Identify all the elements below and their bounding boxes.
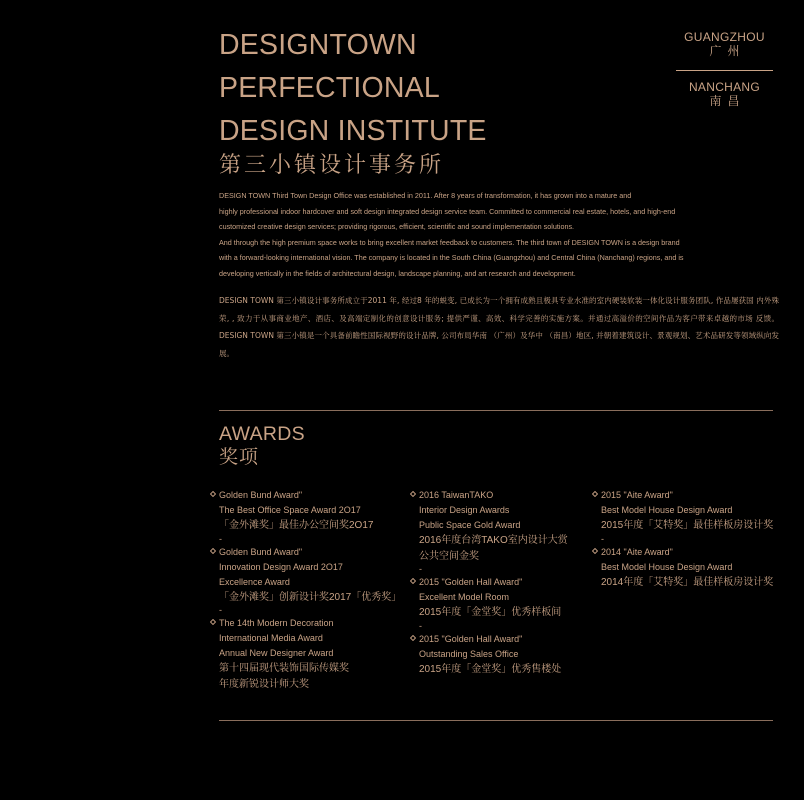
award-line: Best Model House Design Award [601,561,733,572]
award-title [410,488,568,503]
award-title [210,616,401,631]
award-item [601,545,773,591]
award-line: Interior Design Awards [419,505,510,515]
diamond-bullet-icon [210,619,216,625]
diamond-bullet-icon [410,635,416,641]
about-english-line: highly professional indoor hardcover and soft design integrated design service team. Committed to commercial real estate, hotels, and high-end [219,206,676,216]
awards-column-2 [419,488,568,677]
award-line: Outstanding Sales Office [419,648,519,659]
award-dash: - [601,533,604,544]
award-chinese: 第十四届现代装饰国际传媒奖 [219,663,349,674]
award-line: Excellence Award [219,576,290,587]
about-english-line: customized creative design services; providing rigorous, efficient, scientific and sound implementation solutions. [219,222,575,231]
award-title-text: 2015 "Golden Hall Award" [419,633,523,644]
award-line: Best Model House Design Award [601,505,733,515]
award-chinese: 2014年度「艾特奖」最佳样板房设计奖 [601,576,774,588]
award-title [410,632,568,647]
award-title [210,488,401,503]
award-title [410,575,568,590]
award-chinese: 公共空间金奖 [419,550,479,562]
awards-title-cn: 奖项 [219,447,260,468]
diamond-bullet-icon [210,548,216,554]
diamond-bullet-icon [592,491,598,497]
award-title-text: 2015 "Aite Award" [601,490,673,500]
location-divider [676,70,773,71]
award-item [419,575,568,632]
title-line-1: DESIGNTOWN [219,29,417,61]
award-chinese: 「金外滩奖」创新设计奖2017「优秀奖」 [219,591,402,603]
award-item [219,488,401,545]
award-title-text: The 14th Modern Decoration [219,618,334,628]
divider-bottom [219,720,773,721]
award-title-text: 2015 "Golden Hall Award" [419,577,523,587]
location-block [676,30,773,108]
award-title-text: Golden Bund Award" [219,546,303,557]
award-chinese: 2016年度台湾TAKO室内设计大赏 [419,535,568,546]
award-title [210,545,401,560]
award-chinese: 2015年度「艾特奖」最佳样板房设计奖 [601,520,774,531]
award-line: Annual New Designer Award [219,648,334,658]
awards-heading [219,423,305,471]
award-title-text: 2014 "Aite Award" [601,546,673,557]
award-chinese: 2015年度「金堂奖」优秀样板间 [419,607,562,618]
award-line: Excellent Model Room [419,592,510,602]
award-dash: - [419,620,422,631]
divider-top [219,410,773,411]
award-line: Public Space Gold Award [419,520,521,530]
award-title-text: Golden Bund Award" [219,490,303,500]
about-english [219,188,779,281]
awards-column-3 [601,488,773,590]
award-chinese: 2015年度「金堂奖」优秀售楼处 [419,663,562,675]
diamond-bullet-icon [210,491,216,497]
awards-title-en: AWARDS [219,423,305,445]
about-english-line: with a forward-looking international vision. The company is located in the South China (Guangzhou) and Central China (Nanchang) regions, and is [219,253,684,262]
award-item [419,488,568,575]
diamond-bullet-icon [410,491,416,497]
award-title [592,488,773,503]
title-line-2: PERFECTIONAL [219,72,440,104]
award-item [219,616,401,692]
award-chinese: 「金外滩奖」最佳办公空间奖2O17 [219,520,374,531]
award-line: Innovation Design Award 2O17 [219,561,343,572]
award-item [219,545,401,617]
award-title [592,545,773,560]
title-chinese: 第三小镇设计事务所 [219,152,445,177]
about-english-line: developing vertically in the fields of architectural design, landscape planning, and art research and development. [219,268,576,278]
about-chinese: DESIGN TOWN 第三小镇设计事务所成立于2011 年, 经过8 年的蜕变, 已成长为一个拥有成熟且极具专业水准的室内硬装软装一体化设计服务团队, 作品屡获国 内外殊荣, , 致力于从事商业地产、酒店、及高端定制化的创意设计服务; 提供严谨、高效、科学完善的实施方案。并通过高溢价的空间作品为客户带来卓越的市场 反馈。DESIGN TOWN 第三小镇是一个具备前瞻性国际视野的设计品牌, 公司布局华南 （广州）及华中 （南昌）地区, 并朝着建筑设计、景观规划、艺术品研发等领域纵向发展。 [219,296,779,358]
award-dash: - [219,605,222,615]
diamond-bullet-icon [410,578,416,584]
location-guangzhou-en: GUANGZHOU [684,30,765,44]
award-item [601,488,773,545]
about-english-line: DESIGN TOWN Third Town Design Office was established in 2011. After 8 years of transformation, it has grown into a mature and [219,191,632,200]
award-line: International Media Award [219,633,323,643]
title-block [219,24,487,178]
about-english-line: And through the high premium space works to bring excellent market feedback to customers. The third town of DESIGN TOWN is a design brand [219,237,680,247]
location-nanchang-en: NANCHANG [688,80,761,94]
award-dash: - [419,564,422,574]
location-nanchang-cn: 南昌 [709,94,746,108]
location-guangzhou-cn: 广州 [709,44,746,58]
award-dash: - [219,533,222,544]
award-line: The Best Office Space Award 2O17 [219,505,361,515]
award-item [419,632,568,678]
diamond-bullet-icon [592,548,598,554]
title-line-3: DESIGN INSTITUTE [219,115,487,147]
award-title-text: 2016 TaiwanTAKO [419,490,494,500]
award-chinese: 年度新锐设计师大奖 [219,678,309,690]
awards-column-1 [219,488,401,692]
